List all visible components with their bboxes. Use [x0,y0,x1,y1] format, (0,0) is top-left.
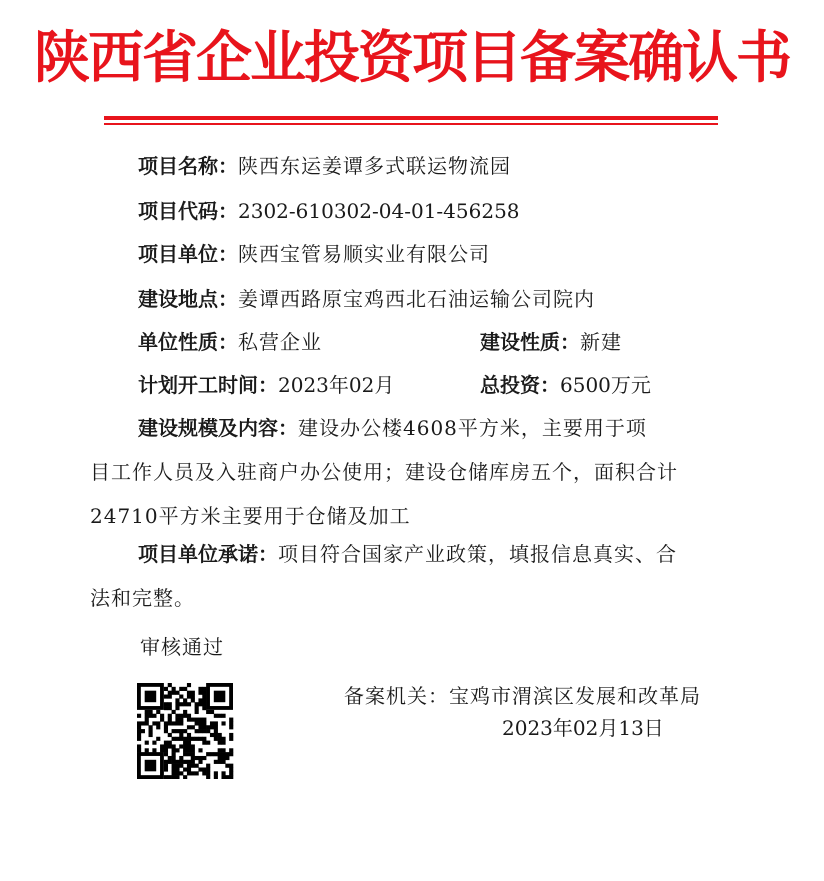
qr-code [136,683,234,779]
project-unit-label: 项目单位： [138,242,238,266]
authority-name: 宝鸡市渭滨区发展和改革局 [449,684,701,708]
authority-label: 备案机关： [344,684,449,708]
construction-nature-row [480,332,622,352]
start-time-value: 2023年02月 [278,373,395,397]
review-status: 审核通过 [140,635,224,659]
unit-nature-row [138,332,322,352]
project-name-label: 项目名称： [138,154,238,178]
total-investment-row [480,375,651,395]
construction-nature-label: 建设性质： [480,330,580,354]
project-code-label: 项目代码： [138,199,238,223]
scale-label: 建设规模及内容： [138,416,298,440]
location-label: 建设地点： [138,287,238,311]
project-code-value: 2302-610302-04-01-456258 [238,199,520,223]
total-investment-label: 总投资： [480,373,560,397]
authority-date: 2023年02月13日 [502,716,664,740]
construction-nature-value: 新建 [580,330,622,354]
project-name-row [138,156,511,176]
commitment-label: 项目单位承诺： [138,542,278,566]
title-divider-thick [104,116,718,120]
project-code-row [138,201,520,221]
unit-nature-value: 私营企业 [238,330,322,354]
title-divider-thin [104,123,718,125]
unit-nature-label: 单位性质： [138,330,238,354]
project-name-value: 陕西东运姜谭多式联运物流园 [238,154,511,178]
commitment-paragraph [90,532,740,620]
total-investment-value: 6500万元 [560,373,651,397]
scale-line-3: 24710平方米主要用于仓储及加工 [90,504,411,528]
location-row [138,289,595,309]
scale-line-2: 目工作人员及入驻商户办公使用；建设仓储库房五个，面积合计 [90,460,678,484]
start-time-row [138,375,394,395]
project-unit-row [138,244,490,264]
commitment-line-2: 法和完整。 [90,586,195,610]
location-value: 姜谭西路原宝鸡西北石油运输公司院内 [238,287,595,311]
authority-line [344,686,701,706]
scale-line-1: 建设办公楼4608平方米，主要用于项 [298,416,647,440]
start-time-label: 计划开工时间： [138,373,278,397]
commitment-line-1: 项目符合国家产业政策，填报信息真实、合 [278,542,677,566]
project-unit-value: 陕西宝管易顺实业有限公司 [238,242,490,266]
document-title: 陕西省企业投资项目备案确认书 [34,25,790,91]
scale-paragraph [90,406,740,538]
